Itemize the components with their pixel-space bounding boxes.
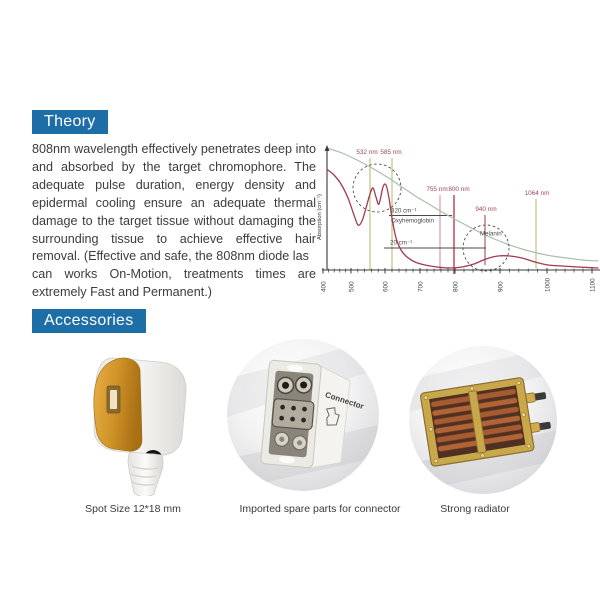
absorption-chart-container bbox=[313, 128, 600, 303]
caption-spot-size: Spot Size 12*18 mm bbox=[85, 503, 181, 515]
chart-y-axis-label: Absorption (cm⁻¹) bbox=[317, 194, 323, 240]
connector-part-label: Connector bbox=[324, 390, 365, 412]
chart-tick-label: 800 bbox=[452, 281, 460, 292]
handpiece-product-image bbox=[56, 348, 211, 496]
caption-radiator: Strong radiator bbox=[440, 503, 510, 515]
chart-vline-label: 800 nm bbox=[448, 186, 470, 193]
handpiece-handle bbox=[128, 452, 163, 496]
caption-connector: Imported spare parts for connector bbox=[239, 503, 401, 515]
handpiece-illustration bbox=[56, 348, 211, 496]
chart-tick-label: 1000 bbox=[544, 277, 552, 292]
chart-curve-oxyhemoglobin bbox=[328, 170, 598, 268]
chart-vline-label: 940 nm bbox=[475, 206, 497, 213]
chart-vline-label: 1064 nm bbox=[524, 190, 550, 197]
chart-tick-label: 900 bbox=[497, 281, 505, 292]
chart-tick-label: 500 bbox=[348, 281, 356, 292]
chart-curve-label: Melanin bbox=[480, 230, 502, 238]
chart-hline-label: 20 cm⁻¹ bbox=[390, 239, 413, 247]
radiator-illustration bbox=[409, 346, 557, 494]
connector-illustration bbox=[227, 339, 379, 491]
connector-pin-block bbox=[272, 398, 314, 429]
handpiece-aperture-glass bbox=[110, 390, 117, 409]
chart-tick-label: 700 bbox=[417, 281, 425, 292]
chart-vline-label: 755 nm bbox=[426, 186, 448, 193]
chart-tick-label: 600 bbox=[382, 281, 390, 292]
chart-vline-label: 532 nm bbox=[356, 149, 378, 156]
connector-product-image bbox=[227, 339, 379, 491]
theory-paragraph: 808nm wavelength effectively penetrates deep into and absorbed by the target chromophore. The adequate pulse duration, energy density and epidermal cooling ensure an adequate thermal damage to the target tissue without damaging the surrounding tissue to achieve effective hair removal. (Effective and safe, the 808nm diode las can works On-Motion, treatments times are extremely Fast and Permanent.) bbox=[32, 142, 316, 300]
chart-tick-label: 1100 bbox=[589, 278, 597, 292]
radiator-product-image bbox=[409, 346, 557, 494]
chart-vline-label: 585 nm bbox=[380, 149, 402, 156]
chart-tick-label: 400 bbox=[320, 281, 328, 292]
chart-hline-label: 320 cm⁻¹ bbox=[391, 207, 417, 215]
absorption-spectrum-chart bbox=[313, 128, 600, 303]
theory-section-heading: Theory bbox=[32, 110, 108, 134]
chart-curve-label: Oxyhemoglobin bbox=[391, 217, 434, 225]
accessories-section-heading: Accessories bbox=[32, 309, 146, 333]
